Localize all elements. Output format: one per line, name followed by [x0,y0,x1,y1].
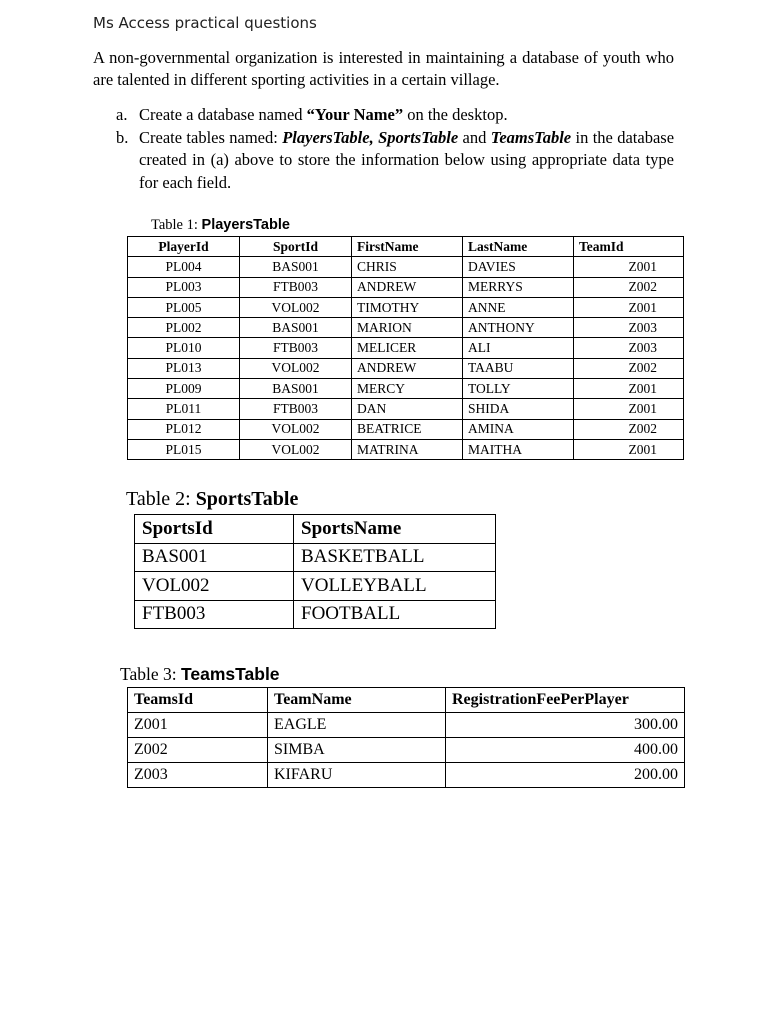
table-row [128,257,684,277]
a-text-post: on the desktop. [403,105,508,124]
table-cell: FTB003 [240,277,352,297]
table-cell: Z001 [574,257,684,277]
table-row [128,318,684,338]
table1-caption-prefix: Table 1: [151,217,198,233]
table-cell: MERCY [352,379,463,399]
page-header: Ms Access practical questions [93,14,317,32]
table-cell: Z003 [574,318,684,338]
table-cell: BEATRICE [352,419,463,439]
table-cell: DAVIES [463,257,574,277]
table-cell: PL002 [128,318,240,338]
table-cell: PL004 [128,257,240,277]
table-cell: BASKETBALL [294,543,496,572]
a-text-pre: Create a database named [139,105,307,124]
table-cell: Z002 [128,738,268,763]
col-header: PlayerId [128,237,240,257]
col-header: SportId [240,237,352,257]
table-cell: PL010 [128,338,240,358]
table3-caption-prefix: Table 3: [120,664,177,684]
table-cell: BAS001 [240,318,352,338]
table-cell: Z003 [128,763,268,788]
table-cell: MATRINA [352,439,463,459]
table-cell: Z001 [574,399,684,419]
b-table2-name: SportsTable [378,127,459,147]
b-table1-name: PlayersTable, [282,127,374,147]
table-cell: PL015 [128,439,240,459]
sports-table [134,514,496,629]
table-cell: KIFARU [268,763,446,788]
table-cell: 200.00 [446,763,685,788]
table-cell: Z003 [574,338,684,358]
table-row [128,379,684,399]
table-cell: VOL002 [240,358,352,378]
table-cell: BAS001 [240,257,352,277]
table-cell: Z001 [574,439,684,459]
col-header: FirstName [352,237,463,257]
table-cell: SHIDA [463,399,574,419]
list-marker-a: a. [116,105,128,124]
table-cell: TAABU [463,358,574,378]
table2-caption [126,488,298,511]
col-header: LastName [463,237,574,257]
table-cell: MAITHA [463,439,574,459]
table-header-row [128,688,685,713]
col-header: RegistrationFeePerPlayer [446,688,685,713]
table-row [128,713,685,738]
table1-caption [151,217,290,234]
b-text-and: and [462,127,487,147]
table-cell: ALI [463,338,574,358]
table-cell: PL003 [128,277,240,297]
table-cell: TIMOTHY [352,297,463,317]
table3-caption [120,664,280,685]
table-row [128,277,684,297]
table-cell: FTB003 [135,600,294,629]
table-cell: VOL002 [240,419,352,439]
table-row [128,358,684,378]
table-cell: PL012 [128,419,240,439]
table-cell: Z001 [574,297,684,317]
table-row [128,763,685,788]
b-text-post: in the database created in (a) above to store the information below using appropriate data type for each field. [139,127,675,192]
table-cell: 400.00 [446,738,685,763]
list-item-b [116,127,674,195]
table-cell: 300.00 [446,713,685,738]
table-row [135,572,496,601]
col-header: SportsName [294,515,496,544]
table3-caption-name: TeamsTable [180,664,280,684]
table-row [128,399,684,419]
table1-caption-name: PlayersTable [201,217,290,233]
table-row [128,419,684,439]
table-cell: ANNE [463,297,574,317]
col-header: SportsId [135,515,294,544]
col-header: TeamName [268,688,446,713]
list-marker-b: b. [116,127,129,147]
table-cell: MARION [352,318,463,338]
instruction-list [116,104,674,194]
list-item-a [116,104,674,127]
table-cell: Z002 [574,277,684,297]
list-text-b [139,127,674,195]
table-cell: VOL002 [240,297,352,317]
table-row [128,439,684,459]
table-cell: ANDREW [352,358,463,378]
col-header: TeamsId [128,688,268,713]
list-text-a [139,104,674,127]
table-cell: PL011 [128,399,240,419]
table-cell: AMINA [463,419,574,439]
table-cell: PL009 [128,379,240,399]
table-cell: VOL002 [135,572,294,601]
table-cell: TOLLY [463,379,574,399]
table2-caption-prefix: Table 2: [126,488,191,510]
col-header: TeamId [574,237,684,257]
table-cell: VOLLEYBALL [294,572,496,601]
table-cell: VOL002 [240,439,352,459]
teams-table [127,687,685,788]
table-cell: SIMBA [268,738,446,763]
intro-paragraph: A non-governmental organization is interested in maintaining a database of youth who are talented in different sporting activities in a certain village. [93,48,674,89]
table-cell: BAS001 [240,379,352,399]
table-cell: Z001 [128,713,268,738]
table-cell: FTB003 [240,338,352,358]
table-row [135,543,496,572]
table-cell: ANDREW [352,277,463,297]
table-row [135,600,496,629]
table-cell: ANTHONY [463,318,574,338]
table-row [128,338,684,358]
b-text-pre: Create tables named: [139,127,283,147]
table-cell: Z002 [574,358,684,378]
a-text-bold: “Your Name” [306,105,404,124]
table-cell: MELICER [352,338,463,358]
table-header-row [128,237,684,257]
table-cell: DAN [352,399,463,419]
table-cell: CHRIS [352,257,463,277]
table-cell: FOOTBALL [294,600,496,629]
table-row [128,738,685,763]
table-cell: Z001 [574,379,684,399]
b-table3-name: TeamsTable [490,127,572,147]
table-cell: BAS001 [135,543,294,572]
table-cell: PL013 [128,358,240,378]
players-table [127,236,684,460]
table-header-row [135,515,496,544]
table-cell: Z002 [574,419,684,439]
table2-caption-name: SportsTable [195,488,299,510]
table-cell: MERRYS [463,277,574,297]
table-cell: FTB003 [240,399,352,419]
table-cell: EAGLE [268,713,446,738]
table-row [128,297,684,317]
table-cell: PL005 [128,297,240,317]
